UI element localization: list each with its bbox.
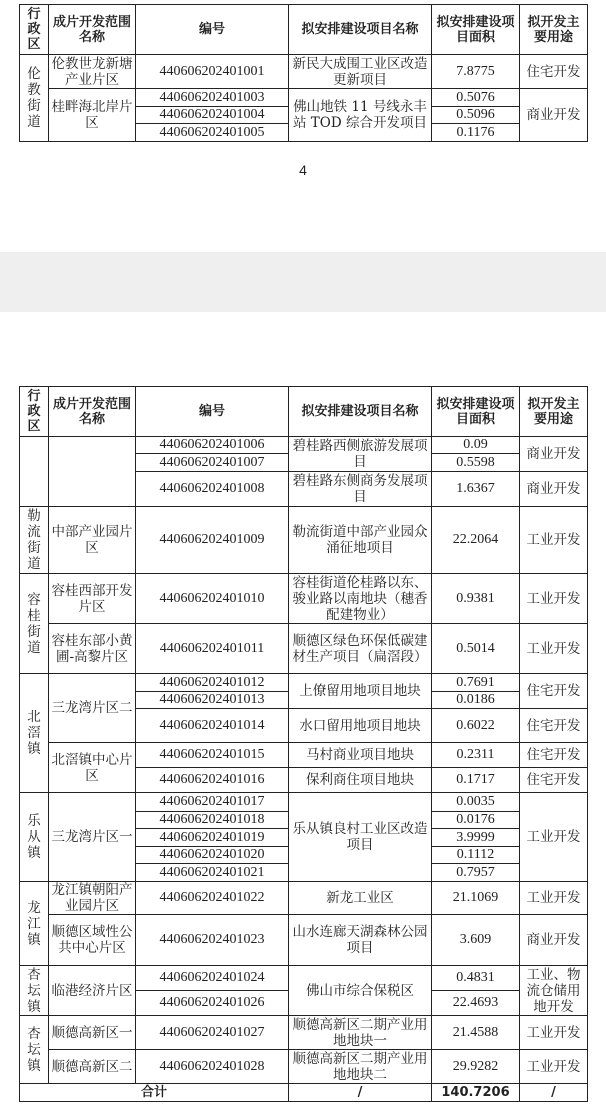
- column-header: 编号: [136, 5, 289, 55]
- area-cell: 0.1717: [432, 768, 520, 793]
- area-cell: 29.9282: [432, 1050, 520, 1084]
- use-cell: 工业、物流仓储用地开发: [520, 966, 588, 1016]
- column-header: 编号: [136, 387, 289, 437]
- code-cell: 440606202401028: [136, 1050, 289, 1084]
- project-cell: 顺德区绿色环保低碳建材生产项目（扁滘段）: [289, 624, 432, 674]
- column-header: 行政区: [20, 5, 49, 55]
- column-header: 拟安排建设项目面积: [432, 387, 520, 437]
- zone-cell: 龙江镇朝阳产业园片区: [49, 882, 136, 915]
- table-row: [20, 882, 588, 915]
- use-cell: 工业开发: [520, 793, 588, 882]
- code-cell: 440606202401001: [136, 55, 289, 89]
- column-header: 拟安排建设项目面积: [432, 5, 520, 55]
- code-cell: 440606202401016: [136, 768, 289, 793]
- area-cell: 21.1069: [432, 882, 520, 915]
- project-cell: 顺德高新区二期产业用地地块二: [289, 1050, 432, 1084]
- area-cell: 0.1176: [432, 124, 520, 142]
- table-row: [20, 437, 588, 454]
- zone-cell: 顺德高新区一: [49, 1016, 136, 1050]
- district-cell: 杏坛镇: [20, 966, 49, 1016]
- code-cell: 440606202401024: [136, 966, 289, 991]
- project-cell: 碧桂路东侧商务发展项目: [289, 472, 432, 507]
- use-cell: 商业开发: [520, 437, 588, 472]
- total-project: /: [289, 1084, 432, 1102]
- code-cell: 440606202401022: [136, 882, 289, 915]
- project-cell: 碧桂路西侧旅游发展项目: [289, 437, 432, 472]
- use-cell: 工业开发: [520, 1050, 588, 1084]
- area-cell: 0.4831: [432, 966, 520, 991]
- zone-cell: 伦教世龙新塘产业片区: [49, 55, 136, 89]
- project-cell: 水口留用地项目地块: [289, 709, 432, 743]
- area-cell: 0.7957: [432, 864, 520, 882]
- total-use: /: [520, 1084, 588, 1102]
- land-table-page2: [19, 386, 588, 1102]
- code-cell: 440606202401011: [136, 624, 289, 674]
- code-cell: 440606202401006: [136, 437, 289, 454]
- area-cell: 0.1112: [432, 847, 520, 864]
- area-cell: 0.5014: [432, 624, 520, 674]
- area-cell: 7.8775: [432, 55, 520, 89]
- project-cell: 马村商业项目地块: [289, 743, 432, 768]
- use-cell: 商业开发: [520, 89, 588, 142]
- code-cell: 440606202401010: [136, 574, 289, 624]
- table-row: [20, 55, 588, 89]
- project-cell: 上僚留用地项目地块: [289, 674, 432, 709]
- table-row: [20, 1016, 588, 1050]
- area-cell: 0.5598: [432, 454, 520, 472]
- land-table-page1: [19, 4, 588, 142]
- project-cell: 乐从镇良村工业区改造项目: [289, 793, 432, 882]
- column-header: 拟安排建设项目名称: [289, 5, 432, 55]
- zone-cell: 容桂西部开发片区: [49, 574, 136, 624]
- project-cell: 佛山地铁 11 号线永丰站 TOD 综合开发项目: [289, 89, 432, 142]
- area-cell: 0.2311: [432, 743, 520, 768]
- area-cell: 0.7691: [432, 674, 520, 692]
- project-cell: 保利商住项目地块: [289, 768, 432, 793]
- column-header: 拟安排建设项目名称: [289, 387, 432, 437]
- zone-cell: 北滘镇中心片区: [49, 743, 136, 793]
- area-cell: 21.4588: [432, 1016, 520, 1050]
- district-cell: 龙江镇: [20, 882, 49, 966]
- total-label: 合计: [20, 1084, 289, 1102]
- code-cell: 440606202401005: [136, 124, 289, 142]
- column-header: 拟开发主要用途: [520, 5, 588, 55]
- code-cell: 440606202401012: [136, 674, 289, 692]
- use-cell: 商业开发: [520, 915, 588, 966]
- district-cell: 杏坛镇: [20, 1016, 49, 1084]
- area-cell: 0.09: [432, 437, 520, 454]
- area-cell: 0.5076: [432, 89, 520, 107]
- code-cell: 440606202401023: [136, 915, 289, 966]
- area-cell: 3.9999: [432, 829, 520, 847]
- zone-cell: [49, 437, 136, 507]
- table-row: [20, 574, 588, 624]
- project-cell: 容桂街道伦桂路以东、骏业路以南地块（穗香配建物业）: [289, 574, 432, 624]
- area-cell: 0.5096: [432, 107, 520, 124]
- use-cell: 工业开发: [520, 507, 588, 574]
- area-cell: 0.0035: [432, 793, 520, 812]
- page-separator: [0, 252, 606, 312]
- code-cell: 440606202401018: [136, 812, 289, 829]
- table-row: [20, 915, 588, 966]
- zone-cell: 三龙湾片区一: [49, 793, 136, 882]
- project-cell: 新民大成围工业区改造更新项目: [289, 55, 432, 89]
- column-header: 成片开发范围名称: [49, 387, 136, 437]
- table-row: [20, 793, 588, 812]
- use-cell: 商业开发: [520, 472, 588, 507]
- district-cell: 乐从镇: [20, 793, 49, 882]
- column-header: 拟开发主要用途: [520, 387, 588, 437]
- code-cell: 440606202401017: [136, 793, 289, 812]
- district-cell: 伦教街道: [20, 55, 49, 142]
- project-cell: 新龙工业区: [289, 882, 432, 915]
- zone-cell: 顺德高新区二: [49, 1050, 136, 1084]
- project-cell: 勒流街道中部产业园众涌征地项目: [289, 507, 432, 574]
- code-cell: 440606202401020: [136, 847, 289, 864]
- area-cell: 1.6367: [432, 472, 520, 507]
- area-cell: 0.9381: [432, 574, 520, 624]
- use-cell: 工业开发: [520, 574, 588, 624]
- project-cell: 佛山市综合保税区: [289, 966, 432, 1016]
- use-cell: 工业开发: [520, 882, 588, 915]
- use-cell: 住宅开发: [520, 709, 588, 743]
- code-cell: 440606202401021: [136, 864, 289, 882]
- area-cell: 0.0176: [432, 812, 520, 829]
- table-row: [20, 624, 588, 674]
- area-cell: 22.4693: [432, 991, 520, 1016]
- code-cell: 440606202401008: [136, 472, 289, 507]
- column-header: 行政区: [20, 387, 49, 437]
- header-row: [20, 387, 588, 437]
- area-cell: 0.6022: [432, 709, 520, 743]
- page-number: 4: [299, 162, 307, 178]
- code-cell: 440606202401013: [136, 692, 289, 709]
- zone-cell: 顺德区域性公共中心片区: [49, 915, 136, 966]
- area-cell: 0.0186: [432, 692, 520, 709]
- column-header: 成片开发范围名称: [49, 5, 136, 55]
- code-cell: 440606202401015: [136, 743, 289, 768]
- table-row: [20, 743, 588, 768]
- use-cell: 住宅开发: [520, 674, 588, 709]
- district-cell: 北滘镇: [20, 674, 49, 793]
- total-area: 140.7206: [432, 1084, 520, 1102]
- area-cell: 22.2064: [432, 507, 520, 574]
- zone-cell: 桂畔海北岸片区: [49, 89, 136, 142]
- table-row: [20, 507, 588, 574]
- code-cell: 440606202401027: [136, 1016, 289, 1050]
- use-cell: 工业开发: [520, 1016, 588, 1050]
- table-row: [20, 1050, 588, 1084]
- use-cell: 住宅开发: [520, 743, 588, 768]
- table-row: [20, 89, 588, 107]
- use-cell: 工业开发: [520, 624, 588, 674]
- project-cell: 山水连廊天湖森林公园项目: [289, 915, 432, 966]
- code-cell: 440606202401019: [136, 829, 289, 847]
- code-cell: 440606202401004: [136, 107, 289, 124]
- code-cell: 440606202401003: [136, 89, 289, 107]
- area-cell: 3.609: [432, 915, 520, 966]
- use-cell: 住宅开发: [520, 768, 588, 793]
- code-cell: 440606202401009: [136, 507, 289, 574]
- header-row: [20, 5, 588, 55]
- zone-cell: 容桂东部小黄圃-高黎片区: [49, 624, 136, 674]
- code-cell: 440606202401007: [136, 454, 289, 472]
- project-cell: 顺德高新区二期产业用地地块一: [289, 1016, 432, 1050]
- use-cell: 住宅开发: [520, 55, 588, 89]
- zone-cell: 中部产业园片区: [49, 507, 136, 574]
- total-row: [20, 1084, 588, 1102]
- table-row: [20, 966, 588, 991]
- district-cell: 勒流街道: [20, 507, 49, 574]
- zone-cell: 三龙湾片区二: [49, 674, 136, 743]
- zone-cell: 临港经济片区: [49, 966, 136, 1016]
- table-row: [20, 674, 588, 692]
- district-cell: [20, 437, 49, 507]
- code-cell: 440606202401026: [136, 991, 289, 1016]
- code-cell: 440606202401014: [136, 709, 289, 743]
- district-cell: 容桂街道: [20, 574, 49, 674]
